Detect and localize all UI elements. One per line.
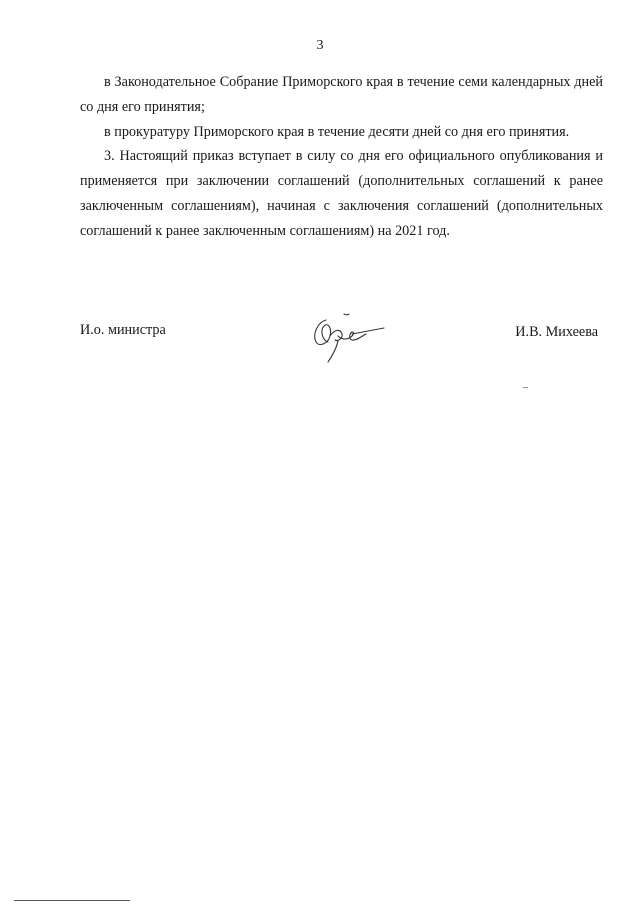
signatory-title: И.о. министра bbox=[80, 322, 166, 338]
document-body bbox=[80, 70, 603, 244]
paragraph-prosecutor: в прокуратуру Приморского края в течение десяти дней со дня его принятия. bbox=[104, 123, 570, 140]
paragraph-legislative-assembly: в Законодательное Собрание Приморского края в течение семи календарных дней со дня его принятия; bbox=[80, 74, 603, 115]
paragraph-effective-date: 3. Настоящий приказ вступает в силу со дня его официального опубликования и применяется при заключении соглашений (дополнительных соглашений к ранее заключенным соглашениям), начиная с заключения соглашений (дополнительных соглашений к ранее заключенным соглашениям) на 2021 год. bbox=[80, 148, 603, 239]
signatory-name: И.В. Михеева bbox=[515, 324, 598, 340]
footer-rule bbox=[14, 900, 130, 901]
page-number: 3 bbox=[316, 38, 324, 53]
signature-block bbox=[80, 322, 598, 362]
handwritten-signature-icon bbox=[308, 312, 388, 368]
scan-speck bbox=[523, 387, 528, 388]
